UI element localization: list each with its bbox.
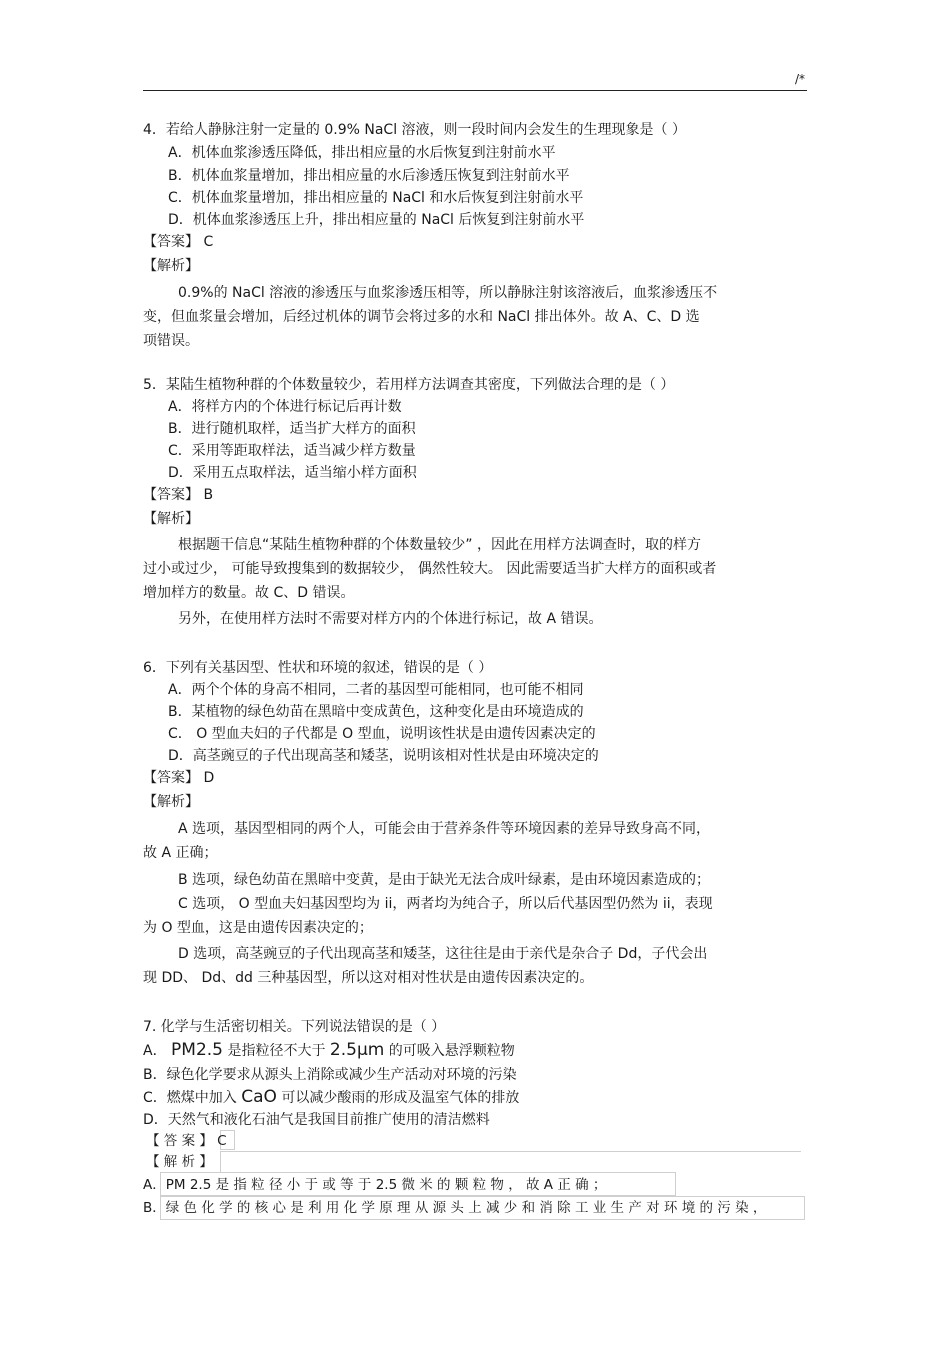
q5-explanation-line-1: 根据题干信息“某陆生植物种群的个体数量较少” ，因此在用样方法调查时，取的样方 (178, 537, 701, 553)
q6-option-c: C． O 型血夫妇的子代都是 O 型血，说明该性状是由遗传因素决定的 (168, 726, 596, 742)
q7-a-middle: 是指粒径不大于 (223, 1043, 330, 1059)
q6-explanation-line-7: 现 DD、 Dd、dd 三种基因型，所以这对相对性状是由遗传因素决定的。 (143, 970, 594, 986)
q5-explanation-line-2: 过小或过少， 可能导致搜集到的数据较少， 偶然性较大。 因此需要适当扩大样方的面积或者 (143, 561, 717, 577)
q6-answer: 【答案】 D (143, 770, 215, 786)
q4-explanation-line-1: 0.9%的 NaCl 溶液的渗透压与血浆渗透压相等，所以静脉注射该溶液后，血浆渗透压不 (178, 285, 718, 301)
q7-option-a (143, 1040, 515, 1061)
q5-option-c: C．采用等距取样法，适当减少样方数量 (168, 443, 416, 459)
q6-stem: 6．下列有关基因型、性状和环境的叙述，错误的是（ ） (143, 660, 493, 676)
q7-analysis-box (220, 1151, 801, 1172)
q7-analysis-label: 【 解 析 】 (146, 1154, 213, 1170)
q7-a-suffix: 的可吸入悬浮颗粒物 (384, 1043, 515, 1059)
header-rule (143, 90, 807, 91)
q5-explanation-line-4: 另外，在使用样方法时不需要对样方内的个体进行标记，故 A 错误。 (178, 611, 603, 627)
q4-option-b: B．机体血浆量增加，排出相应量的水后渗透压恢复到注射前水平 (168, 168, 570, 184)
q5-option-b: B．进行随机取样，适当扩大样方的面积 (168, 421, 416, 437)
q5-option-a: A．将样方内的个体进行标记后再计数 (168, 399, 402, 415)
q6-explanation-line-5: 为 O 型血，这是由遗传因素决定的； (143, 920, 373, 936)
q7-c-term-cao: CaO (241, 1087, 277, 1107)
q4-explanation-line-2: 变，但血浆量会增加，后经过机体的调节会将过多的水和 NaCl 排出体外。故 A、C、D 选 (143, 309, 700, 325)
header-mark: /* (795, 72, 806, 86)
q7-a-prefix: A． (143, 1043, 172, 1059)
q5-stem: 5．某陆生植物种群的个体数量较少，若用样方法调查其密度，下列做法合理的是（ ） (143, 377, 675, 393)
q4-stem: 4．若给人静脉注射一定量的 0.9% NaCl 溶液，则一段时间内会发生的生理现象是（ ） (143, 122, 686, 138)
q6-option-a: A．两个个体的身高不相同，二者的基因型可能相同，也可能不相同 (168, 682, 584, 698)
q7-a-term-pm25: PM2.5 (171, 1040, 223, 1060)
q7-option-c (143, 1087, 519, 1108)
q4-option-d: D．机体血浆渗透压上升，排出相应量的 NaCl 后恢复到注射前水平 (168, 212, 585, 228)
q6-analysis-label: 【解析】 (143, 794, 199, 810)
q6-explanation-line-4: C 选项， O 型血夫妇基因型均为 ii，两者均为纯合子，所以后代基因型仍然为 ii，表现 (178, 896, 713, 912)
q6-option-d: D．高茎豌豆的子代出现高茎和矮茎，说明该相对性状是由环境决定的 (168, 748, 599, 764)
q5-analysis-label: 【解析】 (143, 511, 199, 527)
q7-explanation-b: B．绿 色 化 学 的 核 心 是 利 用 化 学 原 理 从 源 头 上 减 少 和 消 除 工 业 生 产 对 环 境 的 污 染 ， (143, 1200, 767, 1216)
q7-c-suffix: 可以减少酸雨的形成及温室气体的排放 (276, 1090, 520, 1106)
q7-a-term-size: 2.5μm (329, 1040, 385, 1060)
q7-c-prefix: C．燃煤中加入 (143, 1090, 242, 1106)
q6-explanation-line-3: B 选项，绿色幼苗在黑暗中变黄，是由于缺光无法合成叶绿素，是由环境因素造成的； (178, 872, 711, 888)
q7-explanation-a: A．PM 2.5 是 指 粒 径 小 于 或 等 于 2.5 微 米 的 颗 粒 物 ， 故 A 正 确 ； (143, 1177, 607, 1193)
q4-explanation-line-3: 项错误。 (143, 333, 199, 349)
q5-option-d: D．采用五点取样法，适当缩小样方面积 (168, 465, 417, 481)
q6-explanation-line-6: D 选项，高茎豌豆的子代出现高茎和矮茎，这往往是由于亲代是杂合子 Dd，子代会出 (178, 946, 708, 962)
q6-explanation-line-2: 故 A 正确； (143, 845, 218, 861)
q4-answer: 【答案】 C (143, 234, 214, 250)
q5-explanation-line-3: 增加样方的数量。故 C、D 错误。 (143, 585, 355, 601)
q4-analysis-label: 【解析】 (143, 258, 199, 274)
q5-answer: 【答案】 B (143, 487, 214, 503)
q6-option-b: B．某植物的绿色幼苗在黑暗中变成黄色，这种变化是由环境造成的 (168, 704, 584, 720)
q6-explanation-line-1: A 选项，基因型相同的两个人，可能会由于营养条件等环境因素的差异导致身高不同， (178, 821, 711, 837)
q4-option-a: A．机体血浆渗透压降低，排出相应量的水后恢复到注射前水平 (168, 145, 556, 161)
q7-option-d: D．天然气和液化石油气是我国目前推广使用的清洁燃料 (143, 1112, 490, 1128)
q4-option-c: C．机体血浆量增加，排出相应量的 NaCl 和水后恢复到注射前水平 (168, 190, 584, 206)
q7-stem: 7. 化学与生活密切相关。下列说法错误的是（ ） (143, 1019, 446, 1035)
q7-option-b: B．绿色化学要求从源头上消除或减少生产活动对环境的污染 (143, 1067, 517, 1083)
q7-answer: 【 答 案 】 C (146, 1133, 227, 1149)
